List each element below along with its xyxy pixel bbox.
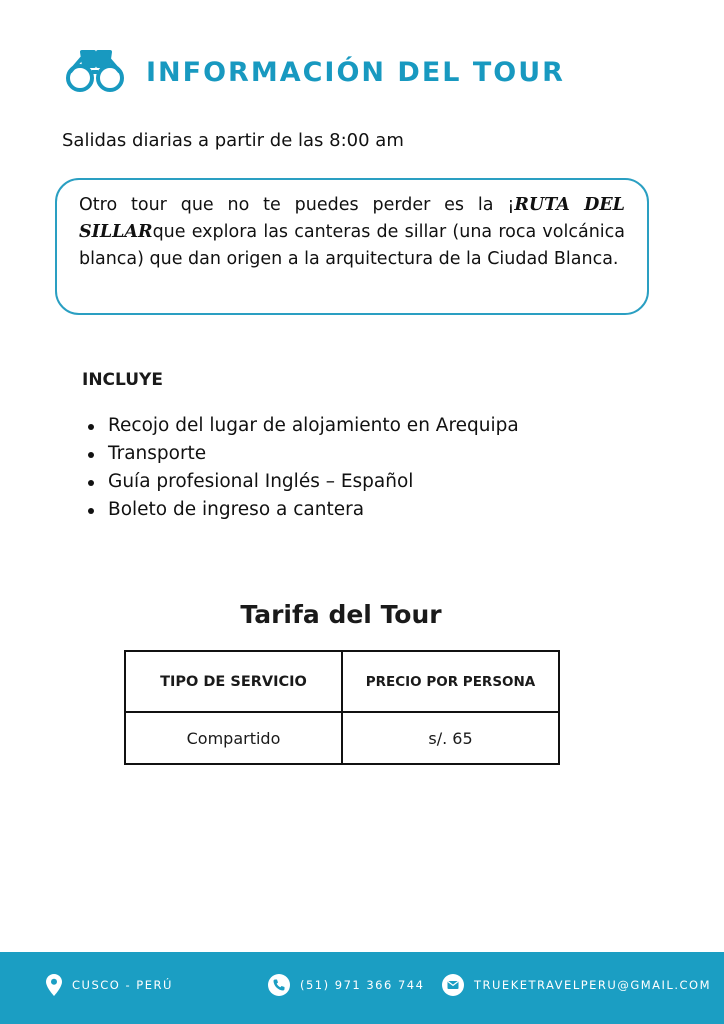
cell-price: s/. 65	[342, 712, 559, 764]
column-header-service: TIPO DE SERVICIO	[125, 651, 342, 712]
footer-location	[46, 974, 173, 996]
cell-service: Compartido	[125, 712, 342, 764]
page-title: INFORMACIÓN DEL TOUR	[146, 56, 565, 88]
location-pin-icon	[46, 974, 62, 996]
schedule-text: Salidas diarias a partir de las 8:00 am	[62, 130, 404, 151]
includes-heading: INCLUYE	[82, 370, 163, 390]
footer	[0, 952, 724, 1024]
footer-email	[442, 974, 711, 996]
phone-text[interactable]: (51) 971 366 744	[300, 978, 425, 992]
rates-title: Tarifa del Tour	[240, 600, 442, 629]
rates-table	[124, 650, 560, 765]
email-text[interactable]: TRUEKETRAVELPERU@GMAIL.COM	[474, 978, 711, 992]
email-icon	[442, 974, 464, 996]
table-header-row	[125, 651, 559, 712]
footer-phone	[268, 974, 424, 996]
table-row	[125, 712, 559, 764]
info-paragraph	[79, 192, 625, 273]
list-item: Transporte	[108, 440, 519, 468]
phone-icon	[268, 974, 290, 996]
info-suffix: que explora las canteras de sillar (una roca volcánica blanca) que dan origen a la arquitectura de la Ciudad Blanca.	[79, 222, 625, 269]
binoculars-icon	[64, 48, 126, 96]
list-item: Recojo del lugar de alojamiento en Arequipa	[108, 412, 519, 440]
list-item: Boleto de ingreso a cantera	[108, 496, 519, 524]
info-highlight: RUTA DEL SILLAR	[79, 195, 625, 242]
location-text: CUSCO - PERÚ	[72, 978, 173, 992]
column-header-price: PRECIO POR PERSONA	[342, 651, 559, 712]
page-header	[64, 48, 565, 96]
info-box	[55, 178, 649, 315]
info-prefix: Otro tour que no te puedes perder es la ¡	[79, 195, 515, 215]
includes-list	[108, 412, 519, 524]
list-item: Guía profesional Inglés – Español	[108, 468, 519, 496]
